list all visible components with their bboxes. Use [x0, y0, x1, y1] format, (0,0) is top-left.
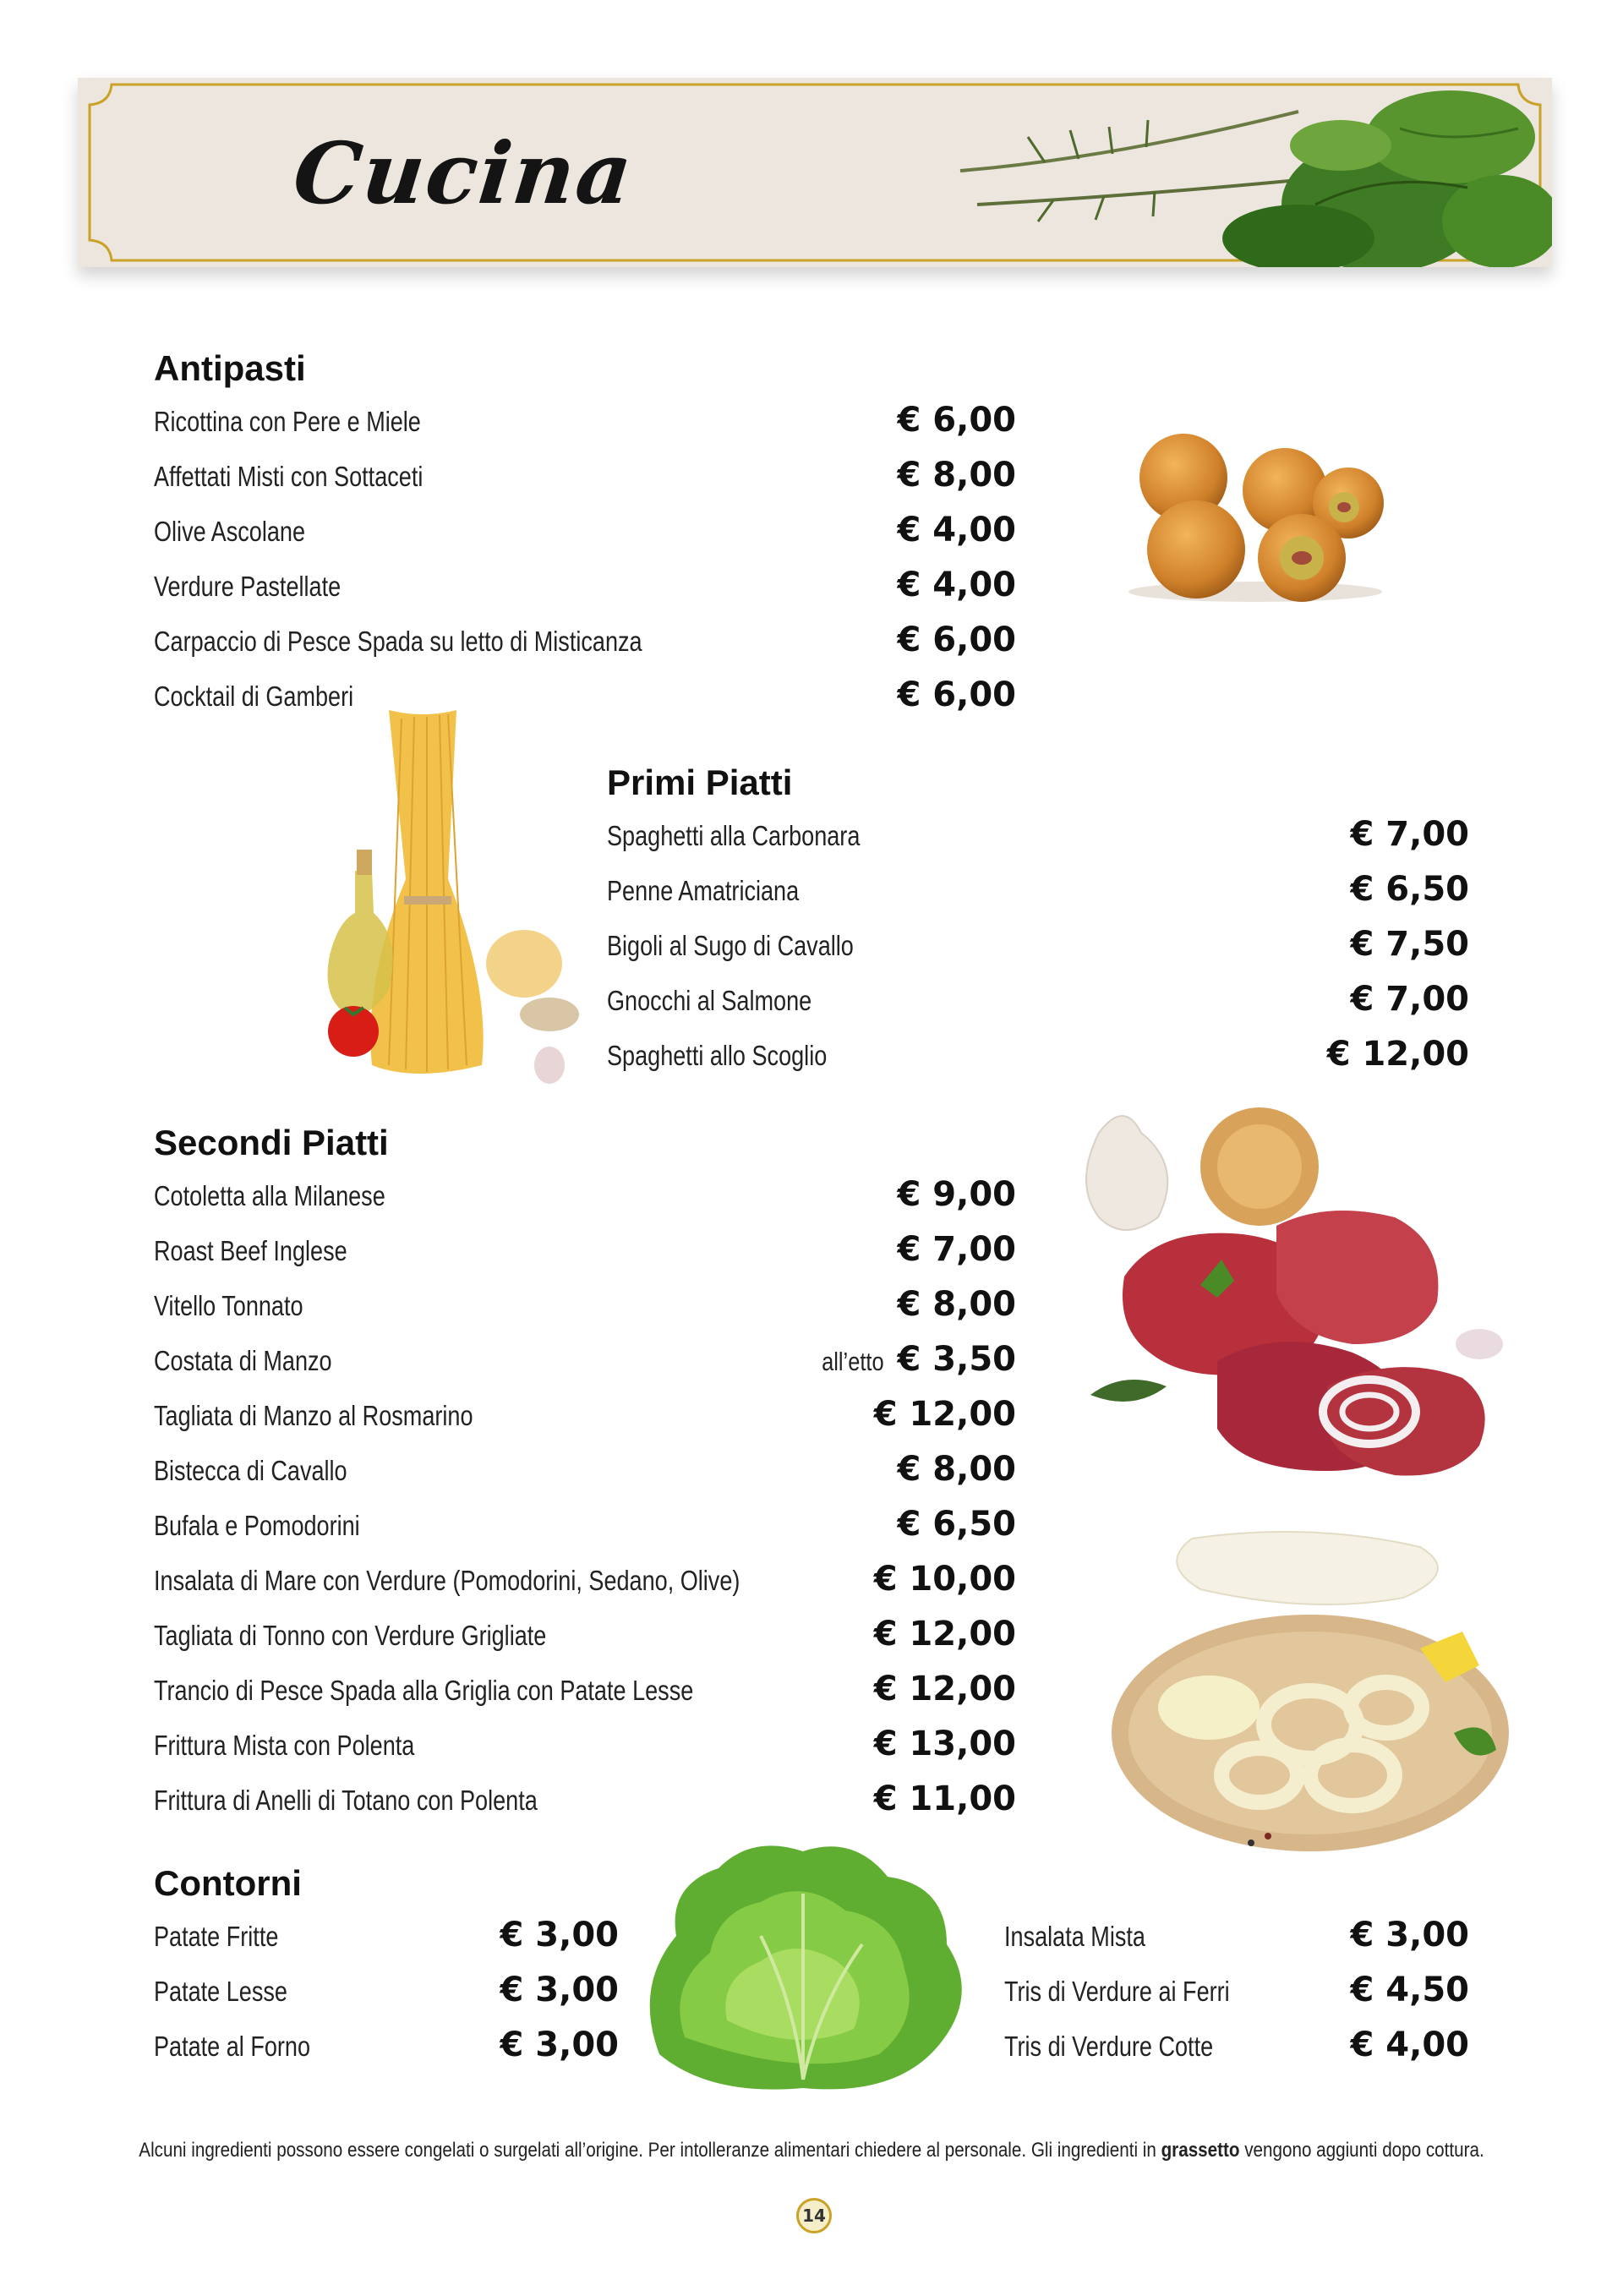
- lettuce-image: [626, 1834, 981, 2105]
- item-price: € 4,00: [897, 566, 1016, 604]
- item-name: Verdure Pastellate: [154, 571, 342, 602]
- squid-image: [1099, 1522, 1522, 1860]
- item-price: € 3,00: [500, 1916, 619, 1954]
- item-price: € 8,00: [897, 1450, 1016, 1489]
- secondi-list: [154, 1173, 1016, 1833]
- primi-heading: Primi Piatti: [607, 763, 793, 802]
- menu-item: [154, 1969, 619, 2024]
- item-name: Patate Lesse: [154, 1976, 287, 2007]
- item-price: € 10,00: [873, 1560, 1016, 1599]
- item-price: € 6,00: [897, 675, 1016, 714]
- menu-item: [154, 1393, 1016, 1448]
- antipasti-heading: Antipasti: [154, 348, 306, 388]
- item-name: Roast Beef Inglese: [154, 1235, 347, 1266]
- item-name: Vitello Tonnato: [154, 1290, 303, 1321]
- item-name: Trancio di Pesce Spada alla Griglia con Patate Lesse: [154, 1675, 694, 1706]
- item-price: € 7,00: [1350, 815, 1469, 854]
- footer-bold-word: grassetto: [1161, 2139, 1240, 2162]
- item-name: Patate Fritte: [154, 1921, 279, 1952]
- item-name: Tris di Verdure Cotte: [1004, 2031, 1214, 2062]
- menu-item: [607, 1033, 1469, 1088]
- menu-item: [154, 1914, 619, 1969]
- item-name: Bistecca di Cavallo: [154, 1455, 347, 1486]
- menu-item: [154, 509, 1016, 564]
- item-name: Carpaccio di Pesce Spada su letto di Misticanza: [154, 626, 642, 657]
- item-name: Cocktail di Gamberi: [154, 681, 354, 712]
- item-name: Insalata di Mare con Verdure (Pomodorini, Sedano, Olive): [154, 1565, 740, 1596]
- menu-item: [607, 868, 1469, 923]
- item-name: Bufala e Pomodorini: [154, 1510, 360, 1541]
- menu-item: [154, 1613, 1016, 1668]
- item-price: € 12,00: [873, 1395, 1016, 1434]
- item-name: Bigoli al Sugo di Cavallo: [607, 930, 854, 961]
- item-price: € 6,50: [897, 1505, 1016, 1544]
- menu-item: [1004, 1914, 1469, 1969]
- item-name: Patate al Forno: [154, 2031, 311, 2062]
- page-title: Cucina: [288, 123, 638, 223]
- menu-item: [1004, 2024, 1469, 2079]
- header-banner: [78, 78, 1552, 267]
- item-price: € 3,00: [500, 1971, 619, 2009]
- menu-item: [154, 1723, 1016, 1778]
- item-name: Gnocchi al Salmone: [607, 985, 812, 1016]
- price-unit: all’etto: [822, 1347, 884, 1376]
- item-price: € 4,50: [1350, 1971, 1469, 2009]
- menu-item: [154, 454, 1016, 509]
- item-price: € 4,00: [897, 511, 1016, 549]
- item-price: € 13,00: [873, 1725, 1016, 1763]
- item-price: € 11,00: [873, 1779, 1016, 1818]
- item-price: € 12,00: [873, 1615, 1016, 1654]
- menu-item: [1004, 1969, 1469, 2024]
- contorni-left-list: [154, 1914, 619, 2079]
- item-name: Costata di Manzo: [154, 1345, 332, 1376]
- menu-item: [154, 1173, 1016, 1228]
- secondi-heading: Secondi Piatti: [154, 1123, 389, 1162]
- item-price: € 6,00: [897, 620, 1016, 659]
- item-name: Ricottina con Pere e Miele: [154, 406, 421, 437]
- item-name: Penne Amatriciana: [607, 875, 800, 906]
- menu-item: [154, 1668, 1016, 1723]
- item-price: € 7,00: [1350, 980, 1469, 1019]
- menu-item: [154, 1448, 1016, 1503]
- menu-item: [154, 1283, 1016, 1338]
- menu-item: [154, 1228, 1016, 1283]
- menu-item: [154, 1558, 1016, 1613]
- item-name: Spaghetti allo Scoglio: [607, 1040, 828, 1071]
- menu-item: [154, 1503, 1016, 1558]
- item-name: Tagliata di Tonno con Verdure Grigliate: [154, 1620, 547, 1651]
- menu-item: [154, 619, 1016, 674]
- item-price: € 3,00: [500, 2025, 619, 2064]
- footer-note: [113, 2139, 1509, 2162]
- item-name: Tagliata di Manzo al Rosmarino: [154, 1400, 473, 1431]
- menu-item: [154, 1338, 1016, 1393]
- item-name: Spaghetti alla Carbonara: [607, 820, 861, 851]
- item-price: € 6,50: [1350, 870, 1469, 909]
- contorni-right-list: [1004, 1914, 1469, 2079]
- menu-item: [154, 399, 1016, 454]
- item-name: Frittura Mista con Polenta: [154, 1730, 415, 1761]
- item-price: € 8,00: [897, 456, 1016, 495]
- item-name: Insalata Mista: [1004, 1921, 1145, 1952]
- item-price: € 12,00: [1326, 1035, 1469, 1074]
- menu-item: [154, 1778, 1016, 1833]
- price-value: € 3,50: [897, 1340, 1016, 1379]
- meat-image: [1074, 1099, 1513, 1505]
- item-price: € 7,50: [1350, 925, 1469, 964]
- item-price: € 4,00: [1350, 2025, 1469, 2064]
- item-price: € 3,00: [1350, 1916, 1469, 1954]
- antipasti-list: [154, 399, 1016, 729]
- menu-item: [607, 813, 1469, 868]
- primi-list: [607, 813, 1469, 1088]
- menu-item: [154, 564, 1016, 619]
- olive-ascolane-image: [1116, 423, 1395, 609]
- item-name: Olive Ascolane: [154, 516, 306, 547]
- item-price: € 6,00: [897, 401, 1016, 440]
- item-price: € 9,00: [897, 1175, 1016, 1214]
- item-price: [808, 1340, 1016, 1379]
- item-price: € 12,00: [873, 1670, 1016, 1708]
- item-name: Tris di Verdure ai Ferri: [1004, 1976, 1230, 2007]
- item-name: Frittura di Anelli di Totano con Polenta: [154, 1785, 538, 1816]
- footer-text-end: vengono aggiunti dopo cottura.: [1239, 2139, 1484, 2162]
- footer-text: Alcuni ingredienti possono essere congelati o surgelati all’origine. Per intolleranze alimentari chiedere al personale. Gli ingredienti in: [139, 2139, 1161, 2162]
- item-price: € 8,00: [897, 1285, 1016, 1324]
- item-price: € 7,00: [897, 1230, 1016, 1269]
- menu-item: [607, 923, 1469, 978]
- item-name: Cotoletta alla Milanese: [154, 1180, 385, 1211]
- menu-item: [607, 978, 1469, 1033]
- herbs-image: [943, 78, 1552, 267]
- menu-item: [154, 2024, 619, 2079]
- item-name: Affettati Misti con Sottaceti: [154, 461, 424, 492]
- contorni-heading: Contorni: [154, 1863, 302, 1903]
- pasta-image: [321, 710, 592, 1099]
- page-number: 14: [796, 2198, 832, 2233]
